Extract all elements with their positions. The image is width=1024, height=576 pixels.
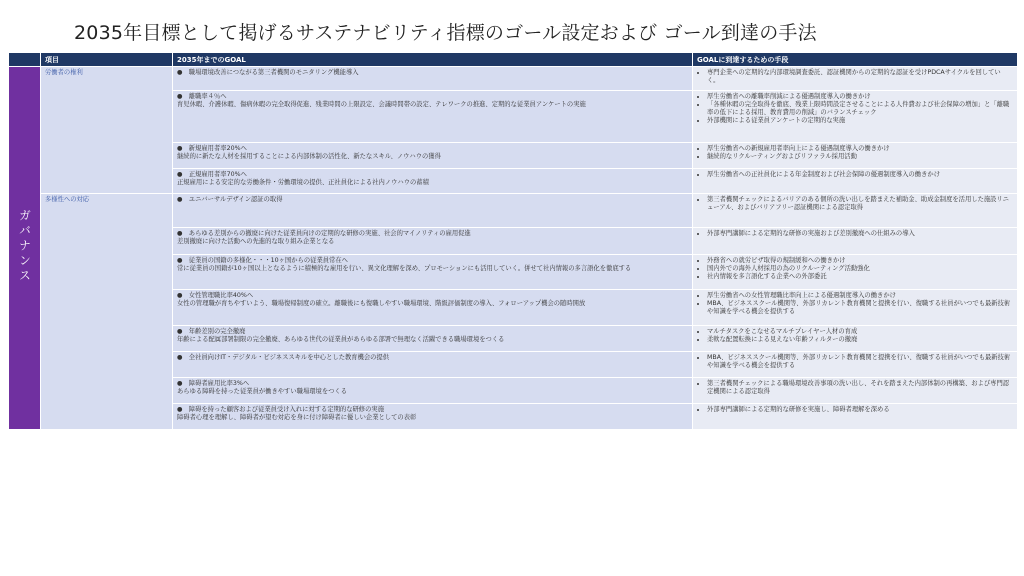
means-list bbox=[697, 93, 1013, 125]
means-list bbox=[697, 354, 1013, 370]
goal-title: ● 障碍者雇用比率3%へ bbox=[177, 380, 250, 387]
goal-cell bbox=[173, 169, 693, 194]
goal-description: 年齢による配属部署制限の完全撤廃、あらゆる世代の従業員があらゆる部署で無理なく活躍できる職場環境をつくる bbox=[177, 336, 505, 343]
table-header-row bbox=[9, 53, 1018, 67]
means-cell bbox=[693, 326, 1018, 352]
means-list-item: • MBA、ビジネススクール機関等、外部リカレント教育機関と提携を行い、復職する社員がいつでも最新技術や知識を学べる機会を提供する bbox=[707, 300, 1013, 316]
goal-cell bbox=[173, 404, 693, 430]
means-list-item: • 外務省への就労ビザ取得の規制緩和への働きかけ bbox=[707, 257, 1013, 265]
means-list-item: • 柔軟な配置転換による見えない年齢フィルターの撤廃 bbox=[707, 336, 1013, 344]
goal-cell bbox=[173, 378, 693, 404]
means-cell bbox=[693, 290, 1018, 326]
means-list-item: • 外部機関による従業員アンケートの定期的な実施 bbox=[707, 117, 1013, 125]
goal-title: ● ユニバーサルデザイン認証の取得 bbox=[177, 196, 283, 203]
governance-group-cell bbox=[9, 67, 41, 430]
goal-title: ● 正規雇用者率70%へ bbox=[177, 171, 247, 178]
goal-title: ● 女性管理職比率40%へ bbox=[177, 292, 254, 299]
means-list-item: • 厚生労働省への正社員化による年金制度および社会保障の優遇制度導入の働きかけ bbox=[707, 171, 1013, 179]
means-cell bbox=[693, 169, 1018, 194]
goal-cell bbox=[173, 143, 693, 169]
means-list bbox=[697, 328, 1013, 344]
goal-cell bbox=[173, 194, 693, 228]
means-list-item: • 厚生労働省への新規雇用者率向上による優遇制度導入の働きかけ bbox=[707, 145, 1013, 153]
means-list-item: • 外部専門講師による定期的な研修の実施および差別撤廃への仕組みの導入 bbox=[707, 230, 1013, 238]
means-cell bbox=[693, 67, 1018, 91]
table-row bbox=[9, 67, 1018, 91]
goal-description: 差別撤廃に向けた活動への先進的な取り組み企業となる bbox=[177, 238, 335, 245]
means-list-item: • 厚生労働省への女性管理職比率向上による優遇制度導入の働きかけ bbox=[707, 292, 1013, 300]
means-list-item: • 国内外での海外人材採用の為のリクルーティング活動強化 bbox=[707, 265, 1013, 273]
means-cell bbox=[693, 143, 1018, 169]
means-list-item: • 厚生労働省への離職率削減による優遇制度導入の働きかけ bbox=[707, 93, 1013, 101]
means-list bbox=[697, 230, 1013, 238]
means-list-item: • 専門企業への定期的な内部環境調査委託、認証機関からの定期的な認証を受けPDCAサイクルを回していく。 bbox=[707, 69, 1013, 85]
means-cell bbox=[693, 228, 1018, 255]
goal-title: ● あらゆる差別からの撤廃に向けた従業員向けの定期的な研修の実施、社会的マイノリティの雇用促進 bbox=[177, 230, 471, 237]
goal-cell bbox=[173, 290, 693, 326]
means-list bbox=[697, 69, 1013, 85]
means-list-item: • 第三者機関チェックによる職場環境改善事項の洗い出し、それを踏まえた内部体制の再構築、および専門認定機関による認定取得 bbox=[707, 380, 1013, 396]
page-title: 2035年目標として掲げるサステナビリティ指標のゴール設定および ゴール到達の手法 bbox=[74, 22, 817, 44]
means-list-item: • 「各種休暇の完全取得を徹底、残業上限時間設定させることによる人件費および社会保障の増加」と「離職率の低下による採用、教育費用の削減」のバランスチェック bbox=[707, 101, 1013, 117]
means-cell bbox=[693, 404, 1018, 430]
goal-description: 正規雇用による安定的な労働条件・労働環境の提供、正社員化による社内ノウハウの蓄積 bbox=[177, 179, 429, 186]
means-cell bbox=[693, 91, 1018, 143]
goal-description: 障碍者心理を理解し、障碍者が望む対応を身に付け障碍者に優しい企業としての表彰 bbox=[177, 414, 417, 421]
means-list bbox=[697, 257, 1013, 281]
means-list-item: • MBA、ビジネススクール機関等、外部リカレント教育機関と提携を行い、復職する社員がいつでも最新技術や知識を学べる機会を提供する bbox=[707, 354, 1013, 370]
header-item: 項目 bbox=[41, 53, 173, 67]
goal-title: ● 年齢差別の完全撤廃 bbox=[177, 328, 246, 335]
goal-cell bbox=[173, 352, 693, 378]
goal-description: あらゆる障碍を持った従業員が働きやすい職場環境をつくる bbox=[177, 388, 348, 395]
means-list bbox=[697, 292, 1013, 316]
means-list bbox=[697, 171, 1013, 179]
means-list-item: • 第三者機関チェックによるバリアのある個所の洗い出しを踏まえた補助金、助成金制度を活用した施設リニューアル、およびバリアフリー認証機関による認定取得 bbox=[707, 196, 1013, 212]
means-cell bbox=[693, 194, 1018, 228]
means-list bbox=[697, 406, 1013, 414]
goal-description: 継続的に新たな人材を採用することによる内部体制の活性化、新たなスキル、ノウハウの獲得 bbox=[177, 153, 441, 160]
goal-description: 女性の管理職が育ちやすいよう、職場復帰制度の確立。離職後にも復職しやすい職場環境、階級評価制度の導入、フォローアップ機会の随時開放 bbox=[177, 300, 586, 307]
category-labor-rights: 労働者の権利 bbox=[41, 67, 173, 194]
means-list-item: • 継続的なリクルーティングおよびリファラル採用活動 bbox=[707, 153, 1013, 161]
goal-description: 育児休暇、介護休暇、傷病休暇の完全取得促進、残業時間の上限設定、会議時間帯の設定、テレワークの推進、定期的な従業員アンケートの実施 bbox=[177, 101, 586, 108]
goal-title: ● 全社員向けIT・デジタル・ビジネススキルを中心とした教育機会の提供 bbox=[177, 354, 390, 361]
goal-title: ● 新規雇用者率20%へ bbox=[177, 145, 247, 152]
means-cell bbox=[693, 352, 1018, 378]
goal-title: ● 障碍を持った顧客および従業員受け入れに対する定期的な研修の実施 bbox=[177, 406, 384, 413]
means-cell bbox=[693, 378, 1018, 404]
goal-cell bbox=[173, 228, 693, 255]
means-cell bbox=[693, 255, 1018, 290]
goal-cell bbox=[173, 67, 693, 91]
goal-title: ● 従業員の国籍の多様化・・・10ヶ国からの従業員常在へ bbox=[177, 257, 348, 264]
governance-label: ガバナンス bbox=[17, 209, 32, 284]
header-blank bbox=[9, 53, 41, 67]
goal-title: ● 離職率４％へ bbox=[177, 93, 227, 100]
means-list-item: • 外部専門講師による定期的な研修を実施し、障碍者理解を深める bbox=[707, 406, 1013, 414]
goal-description: 常に従業員の国籍が10ヶ国以上となるように積極的な雇用を行い、異文化理解を深め、プロモーションにも活用していく。併せて社内情報の多言語化を徹底する bbox=[177, 265, 632, 272]
table-row bbox=[9, 194, 1018, 228]
means-list-item: • 社内情報を多言語化する企業への外部委託 bbox=[707, 273, 1013, 281]
goal-title: ● 職場環境改善につながる第三者機関のモニタリング機能導入 bbox=[177, 69, 359, 76]
goal-cell bbox=[173, 326, 693, 352]
sustainability-goals-table bbox=[8, 52, 1017, 430]
means-list bbox=[697, 145, 1013, 161]
header-goal: 2035年までのGOAL bbox=[173, 53, 693, 67]
means-list bbox=[697, 380, 1013, 396]
header-means: GOALに到達するための手段 bbox=[693, 53, 1018, 67]
goal-cell bbox=[173, 255, 693, 290]
means-list-item: • マルチタスクをこなせるマルチプレイヤー人材の育成 bbox=[707, 328, 1013, 336]
goal-cell bbox=[173, 91, 693, 143]
means-list bbox=[697, 196, 1013, 212]
category-diversity: 多様性への対応 bbox=[41, 194, 173, 430]
